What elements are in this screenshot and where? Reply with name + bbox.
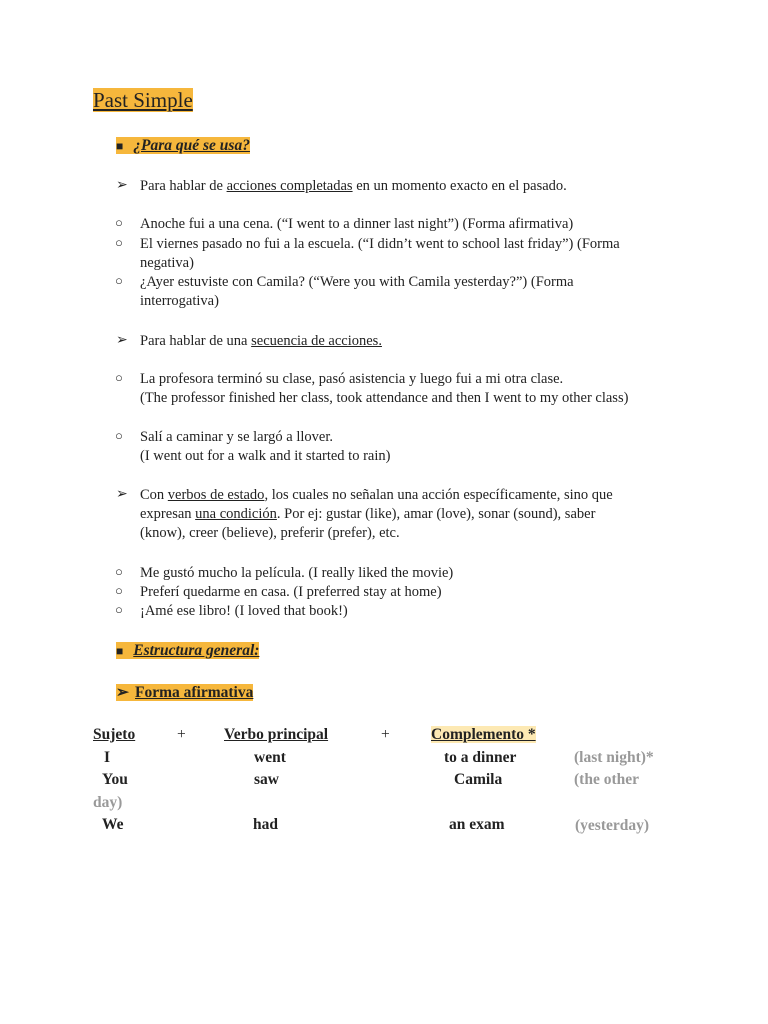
circle-bullet-icon: ○ bbox=[115, 370, 123, 385]
circle-bullet-icon: ○ bbox=[115, 428, 123, 443]
arrow-bullet-icon: ➢ bbox=[116, 487, 128, 502]
underlined-term: acciones completadas bbox=[226, 178, 353, 194]
row-time-wrap: day) bbox=[93, 794, 123, 811]
circle-bullet-icon: ○ bbox=[115, 215, 123, 230]
use-item-completed-actions: Para hablar de acciones completadas en un momento exacto en el pasado. bbox=[140, 178, 567, 194]
underlined-term: una condición bbox=[195, 506, 277, 522]
circle-bullet-icon: ○ bbox=[115, 564, 123, 579]
example-item: La profesora terminó su clase, pasó asistencia y luego fui a mi otra clase. bbox=[140, 371, 564, 387]
circle-bullet-icon: ○ bbox=[115, 602, 123, 617]
subsection-affirmative bbox=[116, 683, 253, 702]
row-verb: saw bbox=[254, 771, 279, 788]
use-item-state-verbs-line2: expresan una condición. Por ej: gustar (like), amar (love), sonar (sound), saber bbox=[140, 506, 596, 522]
arrow-bullet-icon: ➢ bbox=[116, 684, 129, 701]
use-item-sequence: Para hablar de una secuencia de acciones. bbox=[140, 333, 382, 349]
underlined-term: secuencia de acciones. bbox=[251, 333, 382, 349]
row-subject: I bbox=[104, 749, 111, 766]
section-heading-uses bbox=[116, 137, 250, 155]
example-item: ¿Ayer estuviste con Camila? (“Were you with Camila yesterday?”) (Forma bbox=[140, 274, 574, 290]
use-item-state-verbs: Con verbos de estado, los cuales no señalan una acción específicamente, sino que bbox=[140, 487, 613, 503]
subsection-label: Forma afirmativa bbox=[135, 684, 254, 701]
circle-bullet-icon: ○ bbox=[115, 235, 123, 250]
row-complement: Camila bbox=[454, 771, 503, 788]
example-item: ¡Amé ese libro! (I loved that book!) bbox=[140, 603, 348, 619]
example-item-translation: (I went out for a walk and it started to rain) bbox=[140, 448, 391, 464]
section-heading-text: ¿Para qué se usa? bbox=[133, 137, 250, 154]
row-complement: to a dinner bbox=[444, 749, 517, 766]
row-time: (yesterday) bbox=[575, 817, 650, 834]
use-item-state-verbs-line3: (know), creer (believe), preferir (prefer), etc. bbox=[140, 525, 400, 541]
header-subject: Sujeto bbox=[93, 726, 136, 743]
header-verb: Verbo principal bbox=[224, 726, 329, 743]
square-bullet-icon: ■ bbox=[116, 139, 124, 153]
example-item-continuation: negativa) bbox=[140, 255, 194, 271]
example-item: Salí a caminar y se largó a llover. bbox=[140, 429, 334, 445]
underlined-term: verbos de estado bbox=[167, 487, 265, 503]
plus-sign: + bbox=[381, 726, 390, 743]
section-heading-text: Estructura general: bbox=[133, 642, 260, 659]
example-item: Me gustó mucho la película. (I really liked the movie) bbox=[140, 565, 454, 581]
title-text: Past Simple bbox=[93, 88, 193, 112]
section-heading-structure bbox=[116, 642, 259, 660]
row-complement: an exam bbox=[449, 816, 505, 833]
page-title bbox=[93, 88, 193, 112]
example-item: El viernes pasado no fui a la escuela. (“I didn’t went to school last friday”) (Forma bbox=[140, 236, 620, 252]
arrow-bullet-icon: ➢ bbox=[116, 333, 128, 348]
row-subject: We bbox=[102, 816, 124, 833]
row-verb: went bbox=[254, 749, 286, 766]
arrow-bullet-icon: ➢ bbox=[116, 178, 128, 193]
header-complement: Complemento * bbox=[431, 726, 536, 743]
example-item: Anoche fui a una cena. (“I went to a dinner last night”) (Forma afirmativa) bbox=[140, 216, 574, 232]
row-time: (the other bbox=[574, 771, 639, 788]
example-item-translation: (The professor finished her class, took attendance and then I went to my other class) bbox=[140, 390, 629, 406]
circle-bullet-icon: ○ bbox=[115, 273, 123, 288]
row-verb: had bbox=[253, 816, 278, 833]
plus-sign: + bbox=[177, 726, 186, 743]
circle-bullet-icon: ○ bbox=[115, 583, 123, 598]
row-time: (last night)* bbox=[574, 749, 654, 766]
row-subject: You bbox=[102, 771, 128, 788]
example-item: Preferí quedarme en casa. (I preferred stay at home) bbox=[140, 584, 442, 600]
square-bullet-icon: ■ bbox=[116, 644, 124, 658]
example-item-continuation: interrogativa) bbox=[140, 293, 219, 309]
